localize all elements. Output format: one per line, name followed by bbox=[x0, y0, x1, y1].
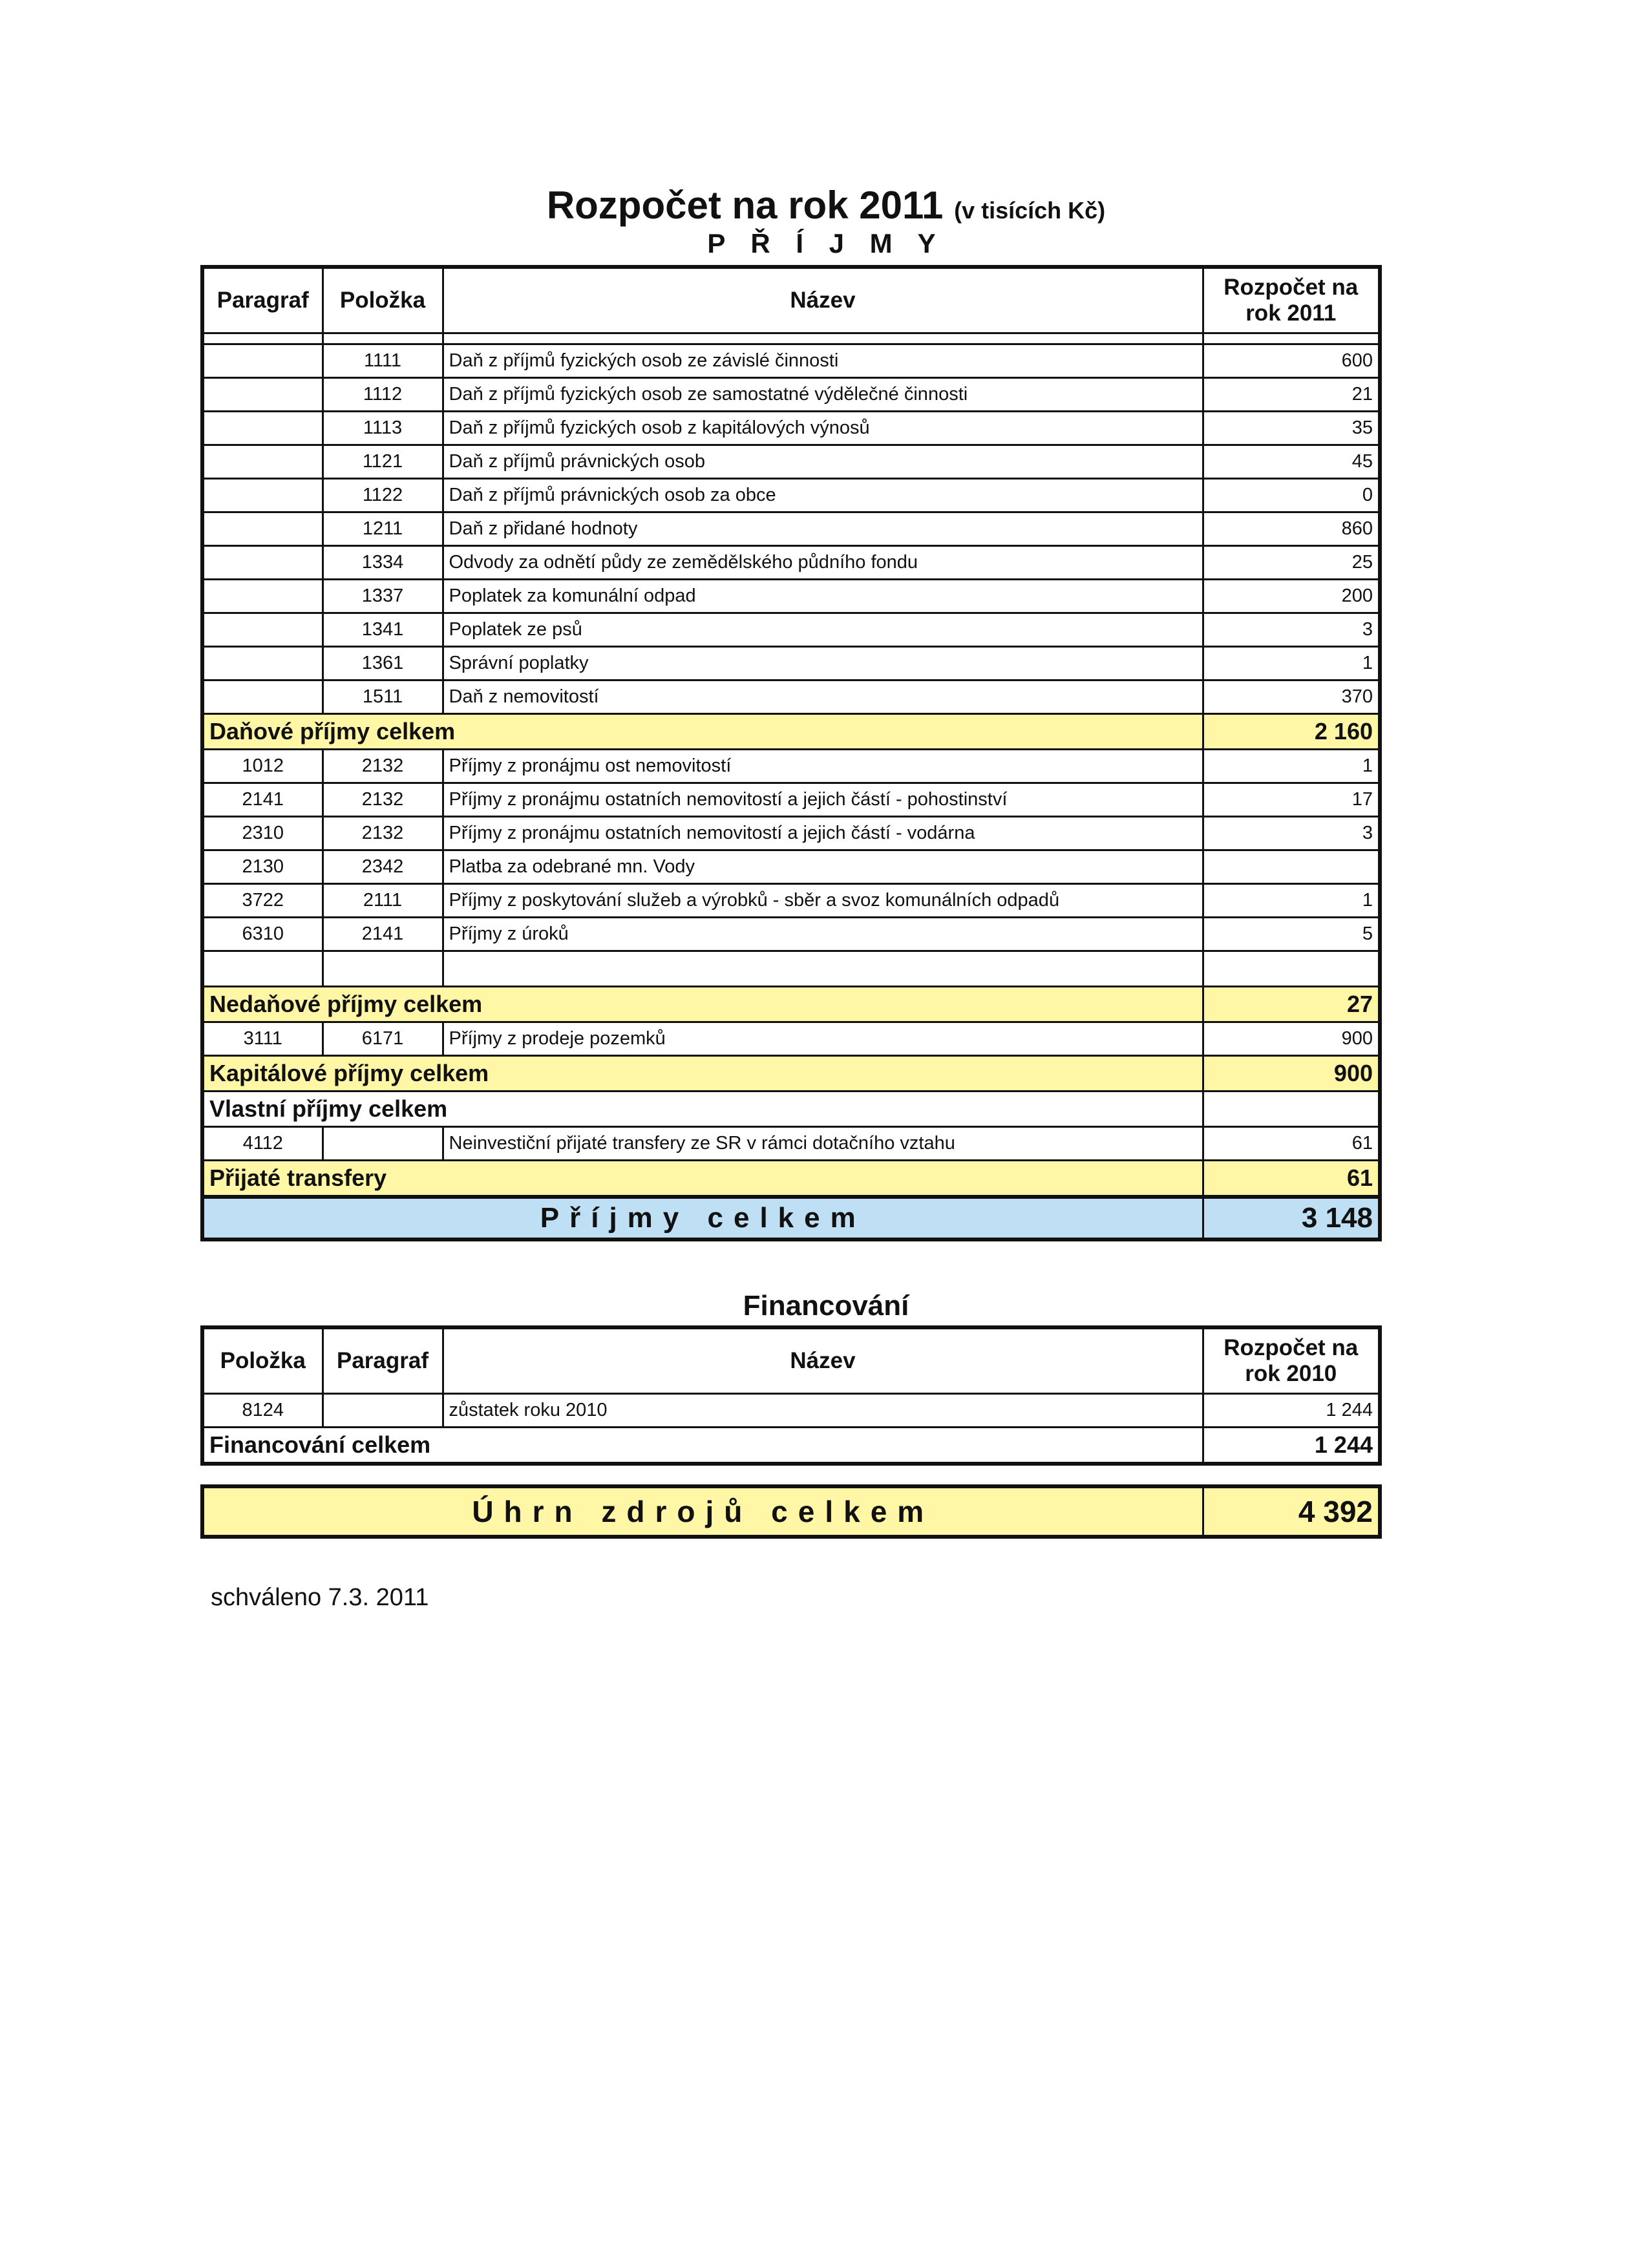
cell-nazev: Neinvestiční přijaté transfery ze SR v rámci dotačního vztahu bbox=[443, 1127, 1203, 1161]
own-total-amount bbox=[1203, 1091, 1380, 1127]
cell-paragraf bbox=[323, 1394, 443, 1428]
capital-total-label: Kapitálové příjmy celkem bbox=[202, 1056, 1203, 1091]
cell-polozka: 1341 bbox=[323, 613, 443, 647]
income-table bbox=[200, 265, 1382, 1241]
table-row bbox=[202, 613, 1380, 647]
cell-amount: 900 bbox=[1203, 1022, 1380, 1056]
cell-nazev: Příjmy z prodeje pozemků bbox=[443, 1022, 1203, 1056]
financing-header-row bbox=[202, 1327, 1380, 1394]
cell-paragraf bbox=[202, 445, 323, 479]
cell-amount bbox=[1203, 850, 1380, 884]
table-row bbox=[202, 1127, 1380, 1161]
cell-paragraf: 3722 bbox=[202, 884, 323, 918]
cell-paragraf bbox=[202, 512, 323, 546]
blank-cell bbox=[1203, 951, 1380, 987]
table-row bbox=[202, 479, 1380, 512]
cell-amount: 61 bbox=[1203, 1127, 1380, 1161]
cell-polozka: 6171 bbox=[323, 1022, 443, 1056]
cell-amount: 370 bbox=[1203, 680, 1380, 714]
cell-amount: 3 bbox=[1203, 817, 1380, 850]
cell-nazev: Poplatek za komunální odpad bbox=[443, 580, 1203, 613]
spacer-cell bbox=[202, 333, 323, 344]
cell-nazev: Platba za odebrané mn. Vody bbox=[443, 850, 1203, 884]
table-row bbox=[202, 344, 1380, 378]
cell-paragraf bbox=[202, 412, 323, 445]
blank-row bbox=[202, 951, 1380, 987]
financing-total-amount: 1 244 bbox=[1203, 1428, 1380, 1464]
financing-total-label: Financování celkem bbox=[202, 1428, 1203, 1464]
cell-nazev: Daň z přidané hodnoty bbox=[443, 512, 1203, 546]
summary-row bbox=[202, 1486, 1380, 1537]
cell-nazev: Daň z příjmů právnických osob bbox=[443, 445, 1203, 479]
spacer-cell bbox=[323, 333, 443, 344]
blank-cell bbox=[202, 951, 323, 987]
cell-nazev: Příjmy z pronájmu ostatních nemovitostí a jejich částí - vodárna bbox=[443, 817, 1203, 850]
cell-nazev: Odvody za odnětí půdy ze zemědělského půdního fondu bbox=[443, 546, 1203, 580]
spacer-cell bbox=[443, 333, 1203, 344]
cell-amount: 1 bbox=[1203, 647, 1380, 680]
tax-total-label: Daňové příjmy celkem bbox=[202, 714, 1203, 750]
summary-label-text: Úhrn zdrojů celkem bbox=[472, 1495, 935, 1528]
cell-paragraf bbox=[202, 613, 323, 647]
grand-total-label bbox=[202, 1197, 1203, 1239]
table-row bbox=[202, 647, 1380, 680]
cell-nazev: Příjmy z úroků bbox=[443, 918, 1203, 951]
blank-cell bbox=[443, 951, 1203, 987]
table-row bbox=[202, 817, 1380, 850]
cell-amount: 17 bbox=[1203, 783, 1380, 817]
table-row bbox=[202, 750, 1380, 783]
cell-polozka: 1334 bbox=[323, 546, 443, 580]
cell-polozka: 2132 bbox=[323, 783, 443, 817]
cell-polozka: 1112 bbox=[323, 378, 443, 412]
cell-paragraf bbox=[202, 647, 323, 680]
tax-total-row bbox=[202, 714, 1380, 750]
header-nazev: Název bbox=[443, 1327, 1203, 1394]
financing-table bbox=[200, 1325, 1382, 1466]
summary-amount: 4 392 bbox=[1203, 1486, 1380, 1537]
table-row bbox=[202, 378, 1380, 412]
income-header-row bbox=[202, 267, 1380, 333]
cell-polozka: 2111 bbox=[323, 884, 443, 918]
transfer-total-amount: 61 bbox=[1203, 1161, 1380, 1197]
summary-table bbox=[200, 1484, 1382, 1539]
cell-paragraf: 2130 bbox=[202, 850, 323, 884]
cell-nazev: Daň z příjmů fyzických osob ze závislé činnosti bbox=[443, 344, 1203, 378]
header-paragraf: Paragraf bbox=[323, 1327, 443, 1394]
grand-total-row bbox=[202, 1197, 1380, 1239]
table-row bbox=[202, 1022, 1380, 1056]
tax-total-amount: 2 160 bbox=[1203, 714, 1380, 750]
cell-nazev: Příjmy z pronájmu ostatních nemovitostí a jejich částí - pohostinství bbox=[443, 783, 1203, 817]
table-row bbox=[202, 850, 1380, 884]
cell-nazev: Příjmy z pronájmu ost nemovitostí bbox=[443, 750, 1203, 783]
table-row bbox=[202, 783, 1380, 817]
table-row bbox=[202, 580, 1380, 613]
cell-polozka: 2141 bbox=[323, 918, 443, 951]
cell-amount: 45 bbox=[1203, 445, 1380, 479]
cell-nazev: Daň z příjmů fyzických osob z kapitálových výnosů bbox=[443, 412, 1203, 445]
cell-amount: 21 bbox=[1203, 378, 1380, 412]
nontax-total-amount: 27 bbox=[1203, 987, 1380, 1022]
income-table-body bbox=[202, 267, 1380, 1239]
cell-amount: 1 bbox=[1203, 884, 1380, 918]
cell-paragraf: 4112 bbox=[202, 1127, 323, 1161]
summary-label bbox=[202, 1486, 1203, 1537]
header-polozka: Položka bbox=[202, 1327, 323, 1394]
title-note: (v tisících Kč) bbox=[954, 197, 1106, 224]
cell-paragraf: 3111 bbox=[202, 1022, 323, 1056]
cell-polozka: 1121 bbox=[323, 445, 443, 479]
header-polozka: Položka bbox=[323, 267, 443, 333]
cell-polozka: 2342 bbox=[323, 850, 443, 884]
cell-paragraf bbox=[202, 546, 323, 580]
transfer-total-row bbox=[202, 1161, 1380, 1197]
cell-amount: 1 bbox=[1203, 750, 1380, 783]
grand-total-label-text: Příjmy celkem bbox=[540, 1202, 866, 1234]
cell-polozka: 1113 bbox=[323, 412, 443, 445]
cell-polozka: 8124 bbox=[202, 1394, 323, 1428]
cell-nazev: Příjmy z poskytování služeb a výrobků - sběr a svoz komunálních odpadů bbox=[443, 884, 1203, 918]
cell-paragraf: 1012 bbox=[202, 750, 323, 783]
header-rozpocet: Rozpočet na rok 2011 bbox=[1203, 267, 1380, 333]
cell-polozka: 1211 bbox=[323, 512, 443, 546]
table-row bbox=[202, 918, 1380, 951]
header-nazev: Název bbox=[443, 267, 1203, 333]
table-row bbox=[202, 680, 1380, 714]
approval-note: schváleno 7.3. 2011 bbox=[211, 1584, 429, 1611]
table-row bbox=[202, 1394, 1380, 1428]
header-paragraf: Paragraf bbox=[202, 267, 323, 333]
cell-polozka: 1337 bbox=[323, 580, 443, 613]
cell-nazev: Daň z příjmů právnických osob za obce bbox=[443, 479, 1203, 512]
table-row bbox=[202, 546, 1380, 580]
cell-amount: 200 bbox=[1203, 580, 1380, 613]
cell-nazev: zůstatek roku 2010 bbox=[443, 1394, 1203, 1428]
cell-paragraf bbox=[202, 344, 323, 378]
page-subtitle: P Ř Í J M Y bbox=[707, 228, 945, 258]
header-rozpocet: Rozpočet na rok 2010 bbox=[1203, 1327, 1380, 1394]
cell-polozka: 2132 bbox=[323, 817, 443, 850]
own-total-row bbox=[202, 1091, 1380, 1127]
cell-paragraf bbox=[202, 479, 323, 512]
cell-polozka: 1122 bbox=[323, 479, 443, 512]
table-row bbox=[202, 412, 1380, 445]
nontax-total-label: Nedaňové příjmy celkem bbox=[202, 987, 1203, 1022]
cell-paragraf: 2141 bbox=[202, 783, 323, 817]
header-spacer-row bbox=[202, 333, 1380, 344]
cell-amount: 860 bbox=[1203, 512, 1380, 546]
financing-title: Financování bbox=[743, 1290, 909, 1322]
cell-amount: 3 bbox=[1203, 613, 1380, 647]
cell-paragraf: 6310 bbox=[202, 918, 323, 951]
cell-amount: 0 bbox=[1203, 479, 1380, 512]
cell-nazev: Správní poplatky bbox=[443, 647, 1203, 680]
cell-polozka bbox=[323, 1127, 443, 1161]
cell-polozka: 1111 bbox=[323, 344, 443, 378]
cell-amount: 35 bbox=[1203, 412, 1380, 445]
spacer-cell bbox=[1203, 333, 1380, 344]
table-row bbox=[202, 445, 1380, 479]
cell-paragraf bbox=[202, 378, 323, 412]
cell-amount: 25 bbox=[1203, 546, 1380, 580]
cell-polozka: 1511 bbox=[323, 680, 443, 714]
own-total-label: Vlastní příjmy celkem bbox=[202, 1091, 1203, 1127]
cell-polozka: 1361 bbox=[323, 647, 443, 680]
cell-nazev: Daň z příjmů fyzických osob ze samostatné výdělečné činnosti bbox=[443, 378, 1203, 412]
blank-cell bbox=[323, 951, 443, 987]
transfer-total-label: Přijaté transfery bbox=[202, 1161, 1203, 1197]
cell-amount: 5 bbox=[1203, 918, 1380, 951]
nontax-total-row bbox=[202, 987, 1380, 1022]
cell-nazev: Daň z nemovitostí bbox=[443, 680, 1203, 714]
cell-amount: 600 bbox=[1203, 344, 1380, 378]
financing-total-row bbox=[202, 1428, 1380, 1464]
title-main: Rozpočet na rok 2011 bbox=[546, 184, 944, 227]
table-row bbox=[202, 512, 1380, 546]
grand-total-amount: 3 148 bbox=[1203, 1197, 1380, 1239]
cell-paragraf bbox=[202, 580, 323, 613]
cell-polozka: 2132 bbox=[323, 750, 443, 783]
cell-paragraf: 2310 bbox=[202, 817, 323, 850]
cell-paragraf bbox=[202, 680, 323, 714]
cell-amount: 1 244 bbox=[1203, 1394, 1380, 1428]
table-row bbox=[202, 884, 1380, 918]
capital-total-amount: 900 bbox=[1203, 1056, 1380, 1091]
capital-total-row bbox=[202, 1056, 1380, 1091]
cell-nazev: Poplatek ze psů bbox=[443, 613, 1203, 647]
